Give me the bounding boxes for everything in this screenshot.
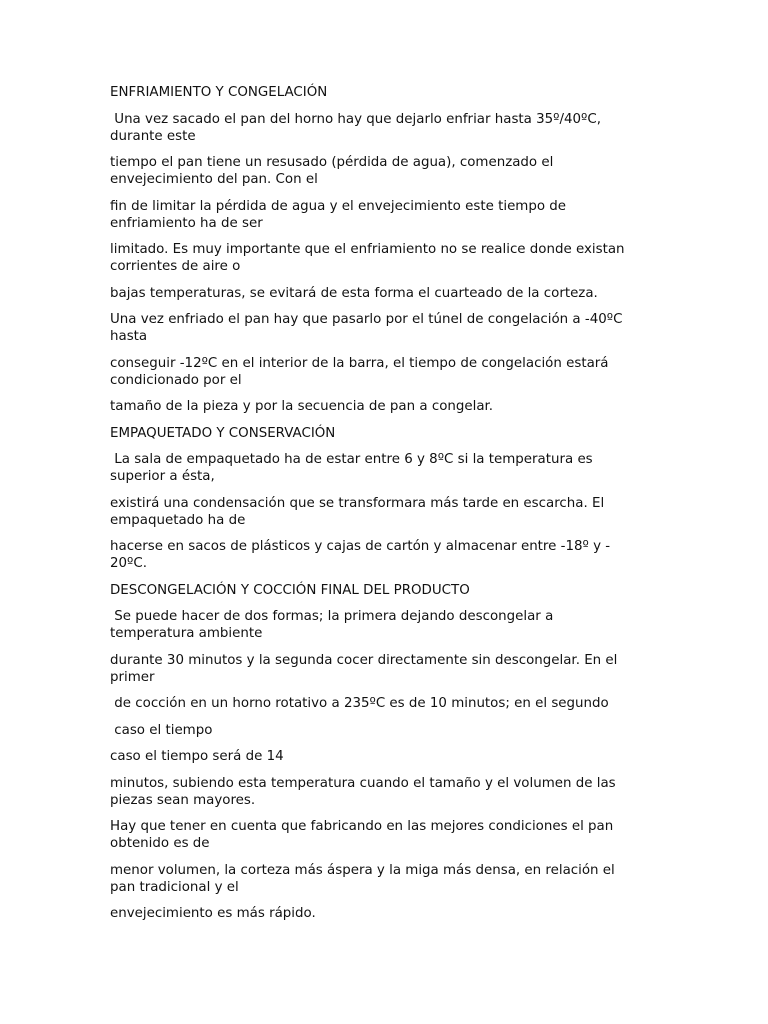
- paragraph: minutos, subiendo esta temperatura cuando el tamaño y el volumen de las piezas sean mayores.: [110, 775, 616, 808]
- paragraph: caso el tiempo será de 14: [110, 749, 284, 764]
- section-heading-empaquetado: EMPAQUETADO Y CONSERVACIÓN: [110, 425, 336, 441]
- paragraph: tiempo el pan tiene un resusado (pérdida de agua), comenzado el envejecimiento del pan. Con el: [110, 155, 554, 187]
- section-heading-enfriamiento: ENFRIAMIENTO Y CONGELACIÓN: [110, 85, 328, 100]
- section-heading-descongelacion: DESCONGELACIÓN Y COCCIÓN FINAL DEL PRODUCTO: [110, 582, 470, 598]
- paragraph: de cocción en un horno rotativo a 235ºC es de 10 minutos; en el segundo: [110, 696, 609, 711]
- paragraph: Hay que tener en cuenta que fabricando en las mejores condiciones el pan obtenido es de: [110, 819, 614, 851]
- paragraph: limitado. Es muy importante que el enfriamiento no se realice donde existan corrientes de aire o: [110, 242, 625, 274]
- paragraph: durante 30 minutos y la segunda cocer directamente sin descongelar. En el primer: [110, 652, 618, 685]
- paragraph: existirá una condensación que se transformara más tarde en escarcha. El empaquetado ha de: [110, 495, 605, 528]
- paragraph: envejecimiento es más rápido.: [110, 906, 316, 921]
- paragraph: fin de limitar la pérdida de agua y el envejecimiento este tiempo de enfriamiento ha de ser: [110, 198, 567, 231]
- paragraph: conseguir -12ºC en el interior de la barra, el tiempo de congelación estará condicionado por el: [110, 355, 609, 388]
- paragraph: hacerse en sacos de plásticos y cajas de cartón y almacenar entre -18º y - 20ºC.: [110, 539, 611, 571]
- paragraph: menor volumen, la corteza más áspera y la miga más densa, en relación el pan tradicional y el: [110, 862, 615, 895]
- paragraph: La sala de empaquetado ha de estar entre 6 y 8ºC si la temperatura es superior a ésta,: [110, 452, 593, 484]
- paragraph: Una vez enfriado el pan hay que pasarlo por el túnel de congelación a -40ºC hasta: [110, 312, 623, 344]
- paragraph: Se puede hacer de dos formas; la primera dejando descongelar a temperatura ambiente: [110, 609, 554, 641]
- document-body: [110, 84, 666, 932]
- paragraph: Una vez sacado el pan del horno hay que dejarlo enfriar hasta 35º/40ºC, durante este: [110, 111, 601, 144]
- paragraph: tamaño de la pieza y por la secuencia de pan a congelar.: [110, 399, 494, 414]
- paragraph: bajas temperaturas, se evitará de esta forma el cuarteado de la corteza.: [110, 285, 598, 301]
- paragraph: caso el tiempo: [110, 722, 213, 738]
